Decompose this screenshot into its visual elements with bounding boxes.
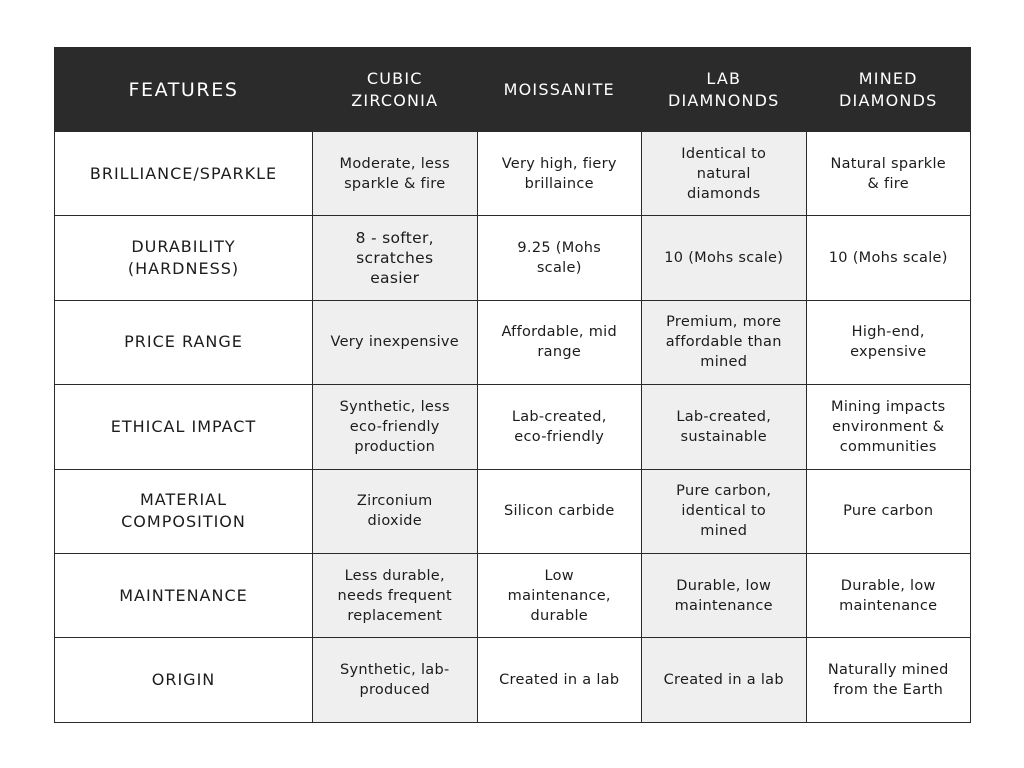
table-cell: Durable, low maintenance <box>642 553 807 637</box>
table-cell: Identical to natural diamonds <box>642 132 807 216</box>
table-cell: Lab-created, eco-friendly <box>477 385 642 469</box>
table-row <box>55 638 971 722</box>
header-row <box>55 48 971 132</box>
table-cell: 10 (Mohs scale) <box>806 216 971 300</box>
comparison-table-container <box>54 47 970 723</box>
table-cell: Durable, low maintenance <box>806 553 971 637</box>
table-row <box>55 469 971 553</box>
table-cell: Created in a lab <box>477 638 642 722</box>
table-cell: Zirconium dioxide <box>313 469 478 553</box>
table-cell: Created in a lab <box>642 638 807 722</box>
table-cell: Synthetic, less eco-friendly production <box>313 385 478 469</box>
table-cell: Synthetic, lab- produced <box>313 638 478 722</box>
header-features: FEATURES <box>55 48 313 132</box>
table-cell: Pure carbon <box>806 469 971 553</box>
table-cell: 8 - softer, scratches easier <box>313 216 478 300</box>
table-cell: 10 (Mohs scale) <box>642 216 807 300</box>
table-cell: 9.25 (Mohs scale) <box>477 216 642 300</box>
table-row <box>55 553 971 637</box>
header-moissanite: MOISSANITE <box>477 48 642 132</box>
table-cell: Low maintenance, durable <box>477 553 642 637</box>
table-cell: Moderate, less sparkle & fire <box>313 132 478 216</box>
table-row <box>55 216 971 300</box>
header-mined-diamonds: MINED DIAMONDS <box>806 48 971 132</box>
table-body <box>55 132 971 723</box>
table-cell: Naturally mined from the Earth <box>806 638 971 722</box>
row-label-durability: DURABILITY (HARDNESS) <box>55 216 313 300</box>
comparison-table <box>54 47 971 723</box>
table-row <box>55 132 971 216</box>
table-cell: Natural sparkle & fire <box>806 132 971 216</box>
header-lab-diamonds: LAB DIAMNONDS <box>642 48 807 132</box>
table-row <box>55 300 971 384</box>
table-cell: Silicon carbide <box>477 469 642 553</box>
table-cell: Affordable, mid range <box>477 300 642 384</box>
row-label-price-range: PRICE RANGE <box>55 300 313 384</box>
row-label-brilliance: BRILLIANCE/SPARKLE <box>55 132 313 216</box>
table-cell: Lab-created, sustainable <box>642 385 807 469</box>
row-label-material-composition: MATERIAL COMPOSITION <box>55 469 313 553</box>
row-label-ethical-impact: ETHICAL IMPACT <box>55 385 313 469</box>
row-label-origin: ORIGIN <box>55 638 313 722</box>
table-cell: Premium, more affordable than mined <box>642 300 807 384</box>
header-cubic-zirconia: CUBIC ZIRCONIA <box>313 48 478 132</box>
table-cell: Very inexpensive <box>313 300 478 384</box>
table-row <box>55 385 971 469</box>
table-cell: Pure carbon, identical to mined <box>642 469 807 553</box>
table-header <box>55 48 971 132</box>
table-cell: Mining impacts environment & communities <box>806 385 971 469</box>
row-label-maintenance: MAINTENANCE <box>55 553 313 637</box>
table-cell: Less durable, needs frequent replacement <box>313 553 478 637</box>
table-cell: High-end, expensive <box>806 300 971 384</box>
table-cell: Very high, fiery brillaince <box>477 132 642 216</box>
